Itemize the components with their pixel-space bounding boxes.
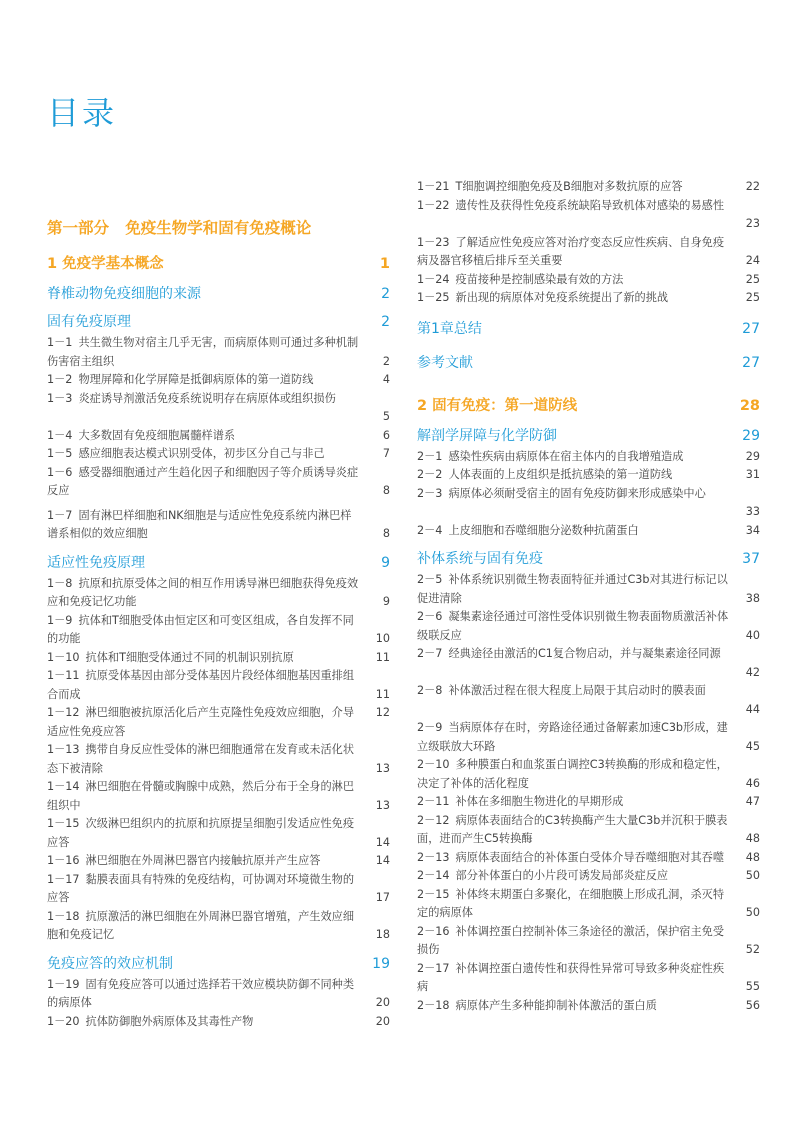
toc-entry[interactable] [417,997,760,1016]
entry-number: 2－15 [417,887,450,901]
toc-entry[interactable] [47,445,390,464]
entry-number: 2－12 [417,813,450,827]
entry-number: 1－13 [47,743,80,756]
entry-title: 携带自身反应性受体的淋巴细胞通常在发育或未活化状态下被清除 [47,743,355,775]
entry-title: 感受器细胞通过产生趋化因子和细胞因子等介质诱导炎症反应 [47,465,359,497]
entry-page: 6 [382,428,390,442]
entry-page: 20 [375,996,390,1009]
toc-entry[interactable] [47,815,390,852]
entry-title: 黏膜表面具有特殊的免疫结构，可协调对环境微生物的应答 [47,872,355,904]
toc-entry[interactable] [47,427,390,446]
toc-entry[interactable] [417,608,760,645]
entry-page: 50 [745,869,760,882]
toc-entry[interactable] [417,793,760,812]
entry-title: 固有淋巴样细胞和NK细胞是与适应性免疫系统内淋巴样谱系相似的效应细胞 [47,508,352,540]
toc-entry[interactable] [47,334,390,371]
entry-page: 22 [745,180,760,193]
entry-number: 1－16 [47,854,80,867]
toc-entry[interactable] [417,645,760,682]
toc-column-left [47,178,390,1031]
entry-page: 12 [375,706,390,719]
toc-entry[interactable] [47,667,390,704]
entry-number: 1－23 [417,235,450,249]
entry-page: 17 [375,891,390,904]
entry-page: 25 [745,291,760,304]
entry-page: 5 [382,410,390,423]
entry-number: 1－4 [47,428,73,442]
entry-page: 23 [745,217,760,230]
entry-title: 部分补体蛋白的小片段可诱发局部炎症反应 [455,869,669,882]
toc-entry[interactable] [417,886,760,923]
entry-page: 44 [745,702,760,716]
entry-page: 9 [382,595,390,608]
entry-title: 补体调控蛋白控制补体三条途径的激活，保护宿主免受损伤 [417,924,725,956]
toc-entry[interactable] [417,522,760,541]
toc-entry[interactable] [417,719,760,756]
entry-number: 1－5 [47,447,73,460]
entry-page: 18 [375,928,390,941]
section-page: 27 [742,354,760,371]
entry-page: 8 [382,527,390,540]
entry-number: 1－6 [47,465,73,479]
entry-number: 1－22 [417,198,450,212]
entry-page: 13 [375,798,390,812]
entry-number: 2－4 [417,523,443,537]
toc-entry[interactable] [417,289,760,308]
toc-entry[interactable] [47,1013,390,1032]
entry-number: 1－1 [47,336,73,349]
entry-number: 2－17 [417,961,450,975]
section-title: 脊椎动物免疫细胞的来源 [47,286,201,302]
entry-title: 当病原体存在时，旁路途径通过备解素加速C3b形成，建立级联放大环路 [417,721,728,753]
toc-entry[interactable] [47,371,390,390]
section-heading[interactable] [417,318,760,338]
entry-title: 感应细胞表达模式识别受体，初步区分自己与非己 [78,447,325,460]
entry-page: 38 [745,591,760,605]
entry-page: 13 [375,761,390,775]
entry-title: 次级淋巴组织内的抗原和抗原提呈细胞引发适应性免疫应答 [47,817,355,849]
entry-number: 1－10 [47,650,80,664]
entry-page: 25 [745,272,760,286]
section-title: 补体系统与固有免疫 [417,551,543,567]
entry-number: 2－13 [417,850,450,864]
entry-number: 1－14 [47,780,80,793]
entry-page: 34 [745,523,760,537]
entry-title: 炎症诱导剂激活免疫系统说明存在病原体或组织损伤 [78,391,336,405]
entry-page: 56 [745,998,760,1012]
entry-number: 1－19 [47,977,80,991]
toc-entry[interactable] [417,197,760,234]
toc-entry[interactable] [47,390,390,427]
section-heading[interactable] [47,311,390,331]
entry-title: 淋巴细胞被抗原活化后产生克隆性免疫效应细胞，介导适应性免疫应答 [47,706,355,738]
entry-number: 1－15 [47,817,80,830]
entry-number: 2－10 [417,758,450,771]
toc-entry[interactable] [417,234,760,271]
section-page: 27 [742,320,760,337]
entry-page: 11 [375,650,390,664]
entry-title: 补体调控蛋白遗传性和获得性异常可导致多种炎症性疾病 [417,961,725,993]
section-heading[interactable] [47,283,390,303]
entry-title: T细胞调控细胞免疫及B细胞对多数抗原的应答 [455,180,683,193]
section-title: 参考文献 [417,354,473,371]
toc-entry[interactable] [417,849,760,868]
entry-title: 补体在多细胞生物进化的早期形成 [455,795,624,808]
entry-page: 31 [745,468,760,481]
toc-entry[interactable] [47,612,390,649]
entry-number: 2－18 [417,998,450,1012]
entry-title: 补体系统识别微生物表面特征并通过C3b对其进行标记以促进清除 [417,573,728,605]
entry-title: 了解适应性免疫应答对治疗变态反应性疾病、自身免疫病及器官移植后排斥至关重要 [417,235,725,267]
toc-entry[interactable] [417,812,760,849]
entry-number: 2－16 [417,924,450,938]
entry-number: 2－3 [417,486,443,500]
entry-page: 7 [382,447,390,460]
entry-number: 1－25 [417,291,450,304]
entry-number: 1－7 [47,508,73,522]
entry-title: 凝集素途径通过可溶性受体识别微生物表面物质激活补体级联反应 [417,610,729,642]
entry-number: 2－7 [417,647,443,660]
entry-title: 人体表面的上皮组织是抵抗感染的第一道防线 [448,468,673,481]
toc-entry[interactable] [47,464,390,501]
entry-number: 2－5 [417,573,443,586]
toc-entry[interactable] [417,448,760,467]
entry-number: 1－20 [47,1014,80,1028]
entry-number: 1－21 [417,180,450,193]
toc-entry[interactable] [47,649,390,668]
section-heading[interactable] [417,352,760,372]
chapter-heading[interactable] [47,252,390,273]
entry-page: 48 [745,850,760,864]
entry-number: 1－2 [47,373,73,386]
entry-page: 50 [745,906,760,919]
entry-page: 45 [745,739,760,753]
toc-entry[interactable] [47,976,390,1013]
toc-entry[interactable] [417,923,760,960]
entry-title: 病原体表面结合的C3转换酶产生大量C3b并沉积于膜表面，进而产生C5转换酶 [417,813,728,845]
section-title: 免疫应答的效应机制 [47,955,173,972]
entry-page: 55 [745,980,760,993]
section-title: 解剖学屏障与化学防御 [417,427,557,444]
entry-number: 1－3 [47,391,73,405]
entry-title: 抗体和T细胞受体由恒定区和可变区组成，各自发挥不同的功能 [47,613,354,645]
entry-title: 经典途径由激活的C1复合物启动，并与凝集素途径同源 [448,647,721,660]
entry-title: 上皮细胞和吞噬细胞分泌数种抗菌蛋白 [448,523,639,537]
entry-number: 2－6 [417,610,443,623]
toc-entry[interactable] [47,908,390,945]
part-heading [47,216,390,238]
entry-page: 10 [375,632,390,645]
entry-number: 2－11 [417,795,450,808]
entry-page: 47 [745,795,760,808]
entry-title: 病原体产生多种能抑制补体激活的蛋白质 [455,998,657,1012]
entry-page: 8 [382,484,390,497]
part-title: 免疫生物学和固有免疫概论 [125,219,312,237]
section-page: 19 [372,955,390,972]
toc-entry[interactable] [417,178,760,197]
entry-page: 40 [745,628,760,642]
entry-title: 抗原受体基因由部分受体基因片段经体细胞基因重排组合而成 [47,669,355,701]
entry-title: 淋巴细胞在骨髓或胸腺中成熟，然后分布于全身的淋巴组织中 [47,780,355,812]
toc-entry[interactable] [417,682,760,719]
section-heading[interactable] [47,552,390,572]
toc-column-right [417,178,760,1015]
toc-entry[interactable] [47,871,390,908]
entry-page: 2 [382,354,390,368]
entry-title: 感染性疾病由病原体在宿主体内的自我增殖造成 [448,449,684,463]
section-page: 2 [381,314,390,330]
entry-page: 52 [745,943,760,956]
entry-page: 11 [375,687,390,701]
toc-entry[interactable] [417,867,760,886]
section-heading[interactable] [47,953,390,973]
entry-number: 2－14 [417,869,450,882]
entry-number: 2－9 [417,721,443,734]
part-label: 第一部分 [47,219,110,237]
chapter-page: 28 [739,397,760,414]
section-page: 29 [742,427,760,444]
entry-number: 1－12 [47,706,80,719]
entry-title: 遗传性及获得性免疫系统缺陷导致机体对感染的易感性 [455,198,725,212]
toc-entry[interactable] [417,466,760,485]
entry-title: 新出现的病原体对免疫系统提出了新的挑战 [455,291,669,304]
entry-title: 抗体和T细胞受体通过不同的机制识别抗原 [85,650,294,664]
toc-entry[interactable] [417,571,760,608]
entry-title: 疫苗接种是控制感染最有效的方法 [455,272,624,286]
toc-entry[interactable] [47,575,390,612]
entry-title: 共生微生物对宿主几乎无害，而病原体则可通过多种机制伤害宿主组织 [47,336,359,368]
entry-title: 补体激活过程在很大程度上局限于其启动时的膜表面 [448,684,706,697]
toc-entry[interactable] [417,485,760,522]
entry-number: 1－18 [47,909,80,923]
entry-title: 抗原激活的淋巴细胞在外周淋巴器官增殖，产生效应细胞和免疫记忆 [47,909,355,941]
chapter-title: 2 固有免疫：第一道防线 [417,397,578,414]
entry-number: 2－1 [417,449,443,463]
entry-page: 4 [382,373,390,386]
toc-entry[interactable] [47,778,390,815]
section-heading[interactable] [417,548,760,568]
section-title: 固有免疫原理 [47,314,131,330]
toc-entry[interactable] [47,852,390,871]
section-title: 适应性免疫原理 [47,554,145,571]
chapter-heading[interactable] [417,394,760,415]
entry-title: 抗体防御胞外病原体及其毒性产物 [85,1014,254,1028]
chapter-page: 1 [379,256,390,272]
entry-page: 20 [375,1014,390,1028]
toc-entry[interactable] [47,704,390,741]
entry-page: 14 [375,854,390,867]
entry-title: 多种膜蛋白和血浆蛋白调控C3转换酶的形成和稳定性，决定了补体的活化程度 [417,758,728,790]
section-page: 2 [381,286,390,302]
entry-page: 29 [745,449,760,463]
entry-title: 抗原和抗原受体之间的相互作用诱导淋巴细胞获得免疫效应和免疫记忆功能 [47,576,359,608]
toc-entry[interactable] [417,960,760,997]
entry-title: 固有免疫应答可以通过选择若干效应模块防御不同种类的病原体 [47,977,355,1009]
entry-title: 补体终末期蛋白多聚化，在细胞膜上形成孔洞，杀灭特定的病原体 [417,887,725,919]
toc-entry[interactable] [417,271,760,290]
entry-page: 33 [745,505,760,518]
entry-title: 病原体必须耐受宿主的固有免疫防御来形成感染中心 [448,486,706,500]
entry-number: 2－8 [417,684,443,697]
entry-title: 大多数固有免疫细胞属髓样谱系 [78,428,236,442]
entry-page: 14 [375,835,390,849]
entry-page: 48 [745,832,760,845]
toc-entry[interactable] [47,507,390,544]
entry-number: 2－2 [417,468,443,481]
toc-entry[interactable] [47,741,390,778]
entry-number: 1－8 [47,576,73,590]
section-page: 37 [742,551,760,567]
entry-number: 1－17 [47,872,80,886]
entry-number: 1－9 [47,613,73,627]
entry-title: 病原体表面结合的补体蛋白受体介导吞噬细胞对其吞噬 [455,850,725,864]
section-heading[interactable] [417,425,760,445]
entry-title: 物理屏障和化学屏障是抵御病原体的第一道防线 [78,373,314,386]
toc-entry[interactable] [417,756,760,793]
entry-title: 淋巴细胞在外周淋巴器官内接触抗原并产生应答 [85,854,321,867]
chapter-title: 1 免疫学基本概念 [47,256,164,272]
entry-page: 24 [745,254,760,267]
entry-page: 46 [745,776,760,790]
page-title: 目录 [47,94,118,132]
section-page: 9 [381,554,390,571]
section-title: 第1章总结 [417,320,482,337]
entry-number: 1－11 [47,669,80,682]
entry-page: 42 [745,665,760,679]
entry-number: 1－24 [417,272,450,286]
